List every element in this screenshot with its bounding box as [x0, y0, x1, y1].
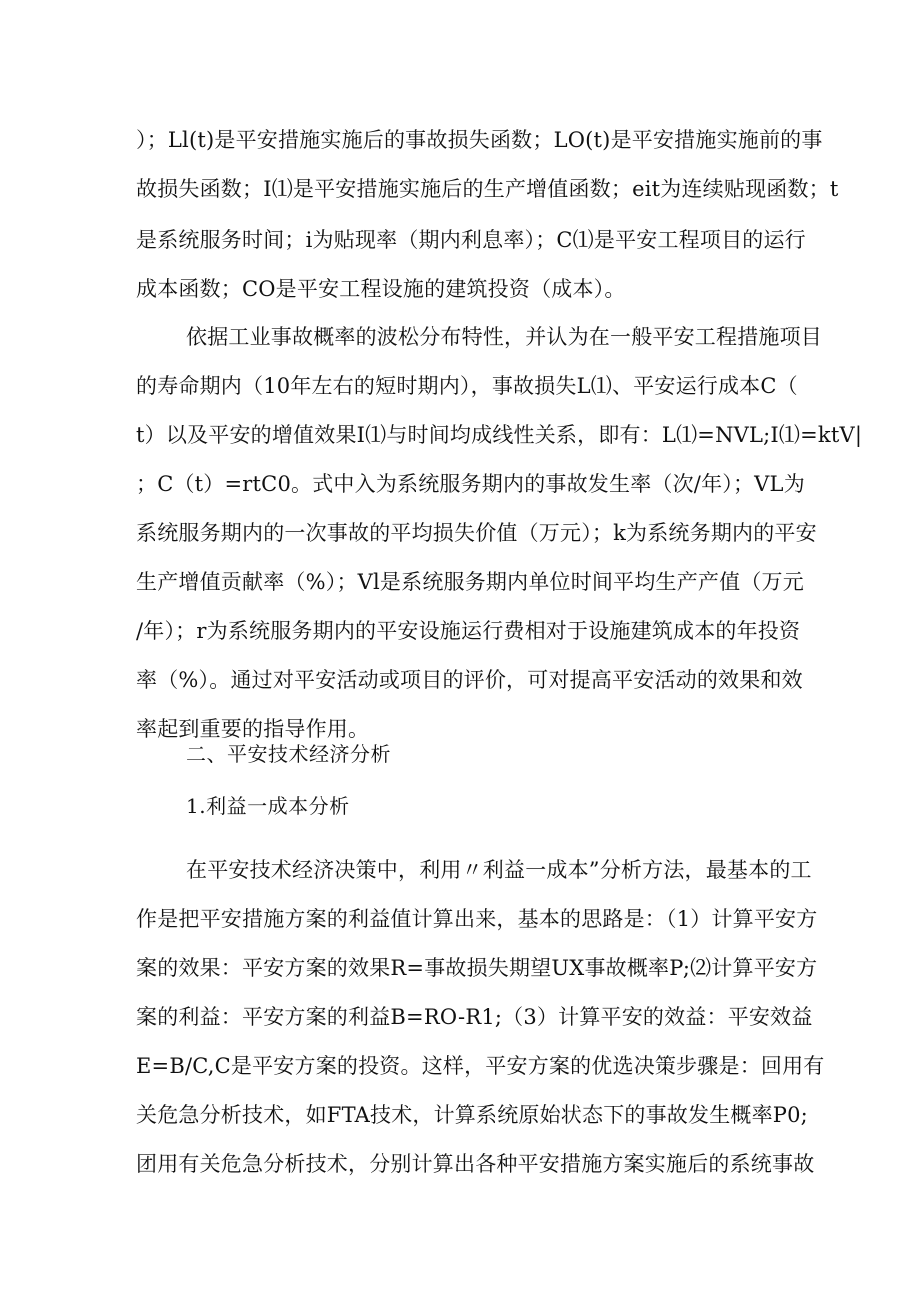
text-line: 依据工业事故概率的波松分布特性，并认为在一般平安工程措施项目: [186, 325, 822, 349]
text-line: /年）；r为系统服务期内的平安设施运行费相对于设施建筑成本的年投资: [136, 619, 801, 643]
subsection-heading: 1.利益一成本分析: [186, 794, 350, 818]
text-line: 系统服务期内的一次事故的平均损失价值（万元）；k为系统务期内的平安: [136, 521, 817, 545]
text-line: 作是把平安措施方案的利益值计算出来，基本的思路是：（1）计算平安方: [136, 907, 818, 931]
text-line: 在平安技术经济决策中，利用〃利益一成本”分析方法，最基本的工: [186, 858, 812, 882]
text-line: ；C（t）=rtC0。式中入为系统服务期内的事故发生率（次/年）；VL为: [136, 472, 805, 496]
text-line: 成本函数；CO是平安工程设施的建筑投资（成本）。: [136, 277, 626, 301]
text-line: ）；Ll(t)是平安措施实施后的事故损失函数；LO(t)是平安措施实施前的事: [136, 128, 823, 152]
text-line: E=B/C,C是平安方案的投资。这样，平安方案的优选决策步骤是：回用有: [136, 1054, 825, 1078]
text-line: 案的利益：平安方案的利益B=RO-R1;（3）计算平安的效益：平安效益: [136, 1005, 813, 1029]
text-line: 是系统服务时间；i为贴现率（期内利息率）；C⑴是平安工程项目的运行: [136, 228, 806, 252]
section-heading: 二、平安技术经济分析: [186, 742, 391, 766]
text-line: 团用有关危急分析技术，分别计算出各种平安措施方案实施后的系统事故: [136, 1152, 815, 1176]
text-line: 生产增值贡献率（%）；Vl是系统服务期内单位时间平均生产产值（万元: [136, 570, 804, 594]
text-line: 率起到重要的指导作用。: [136, 717, 370, 741]
text-line: 故损失函数；I⑴是平安措施实施后的生产增值函数；eit为连续贴现函数；t: [136, 177, 839, 201]
text-line: 的寿命期内（10年左右的短时期内），事故损失L⑴、平安运行成本C（: [136, 374, 798, 398]
text-line: 率（%）。通过对平安活动或项目的评价，可对提高平安活动的效果和效: [136, 668, 803, 692]
text-line: 案的效果：平安方案的效果R=事故损失期望UX事故概率P;⑵计算平安方: [136, 956, 818, 980]
text-line: 关危急分析技术，如FTA技术，计算系统原始状态下的事故发生概率P0;: [136, 1103, 808, 1127]
text-line: t）以及平安的增值效果I⑴与时间均成线性关系，即有：L⑴=NVL;I⑴=ktV|: [136, 423, 863, 447]
